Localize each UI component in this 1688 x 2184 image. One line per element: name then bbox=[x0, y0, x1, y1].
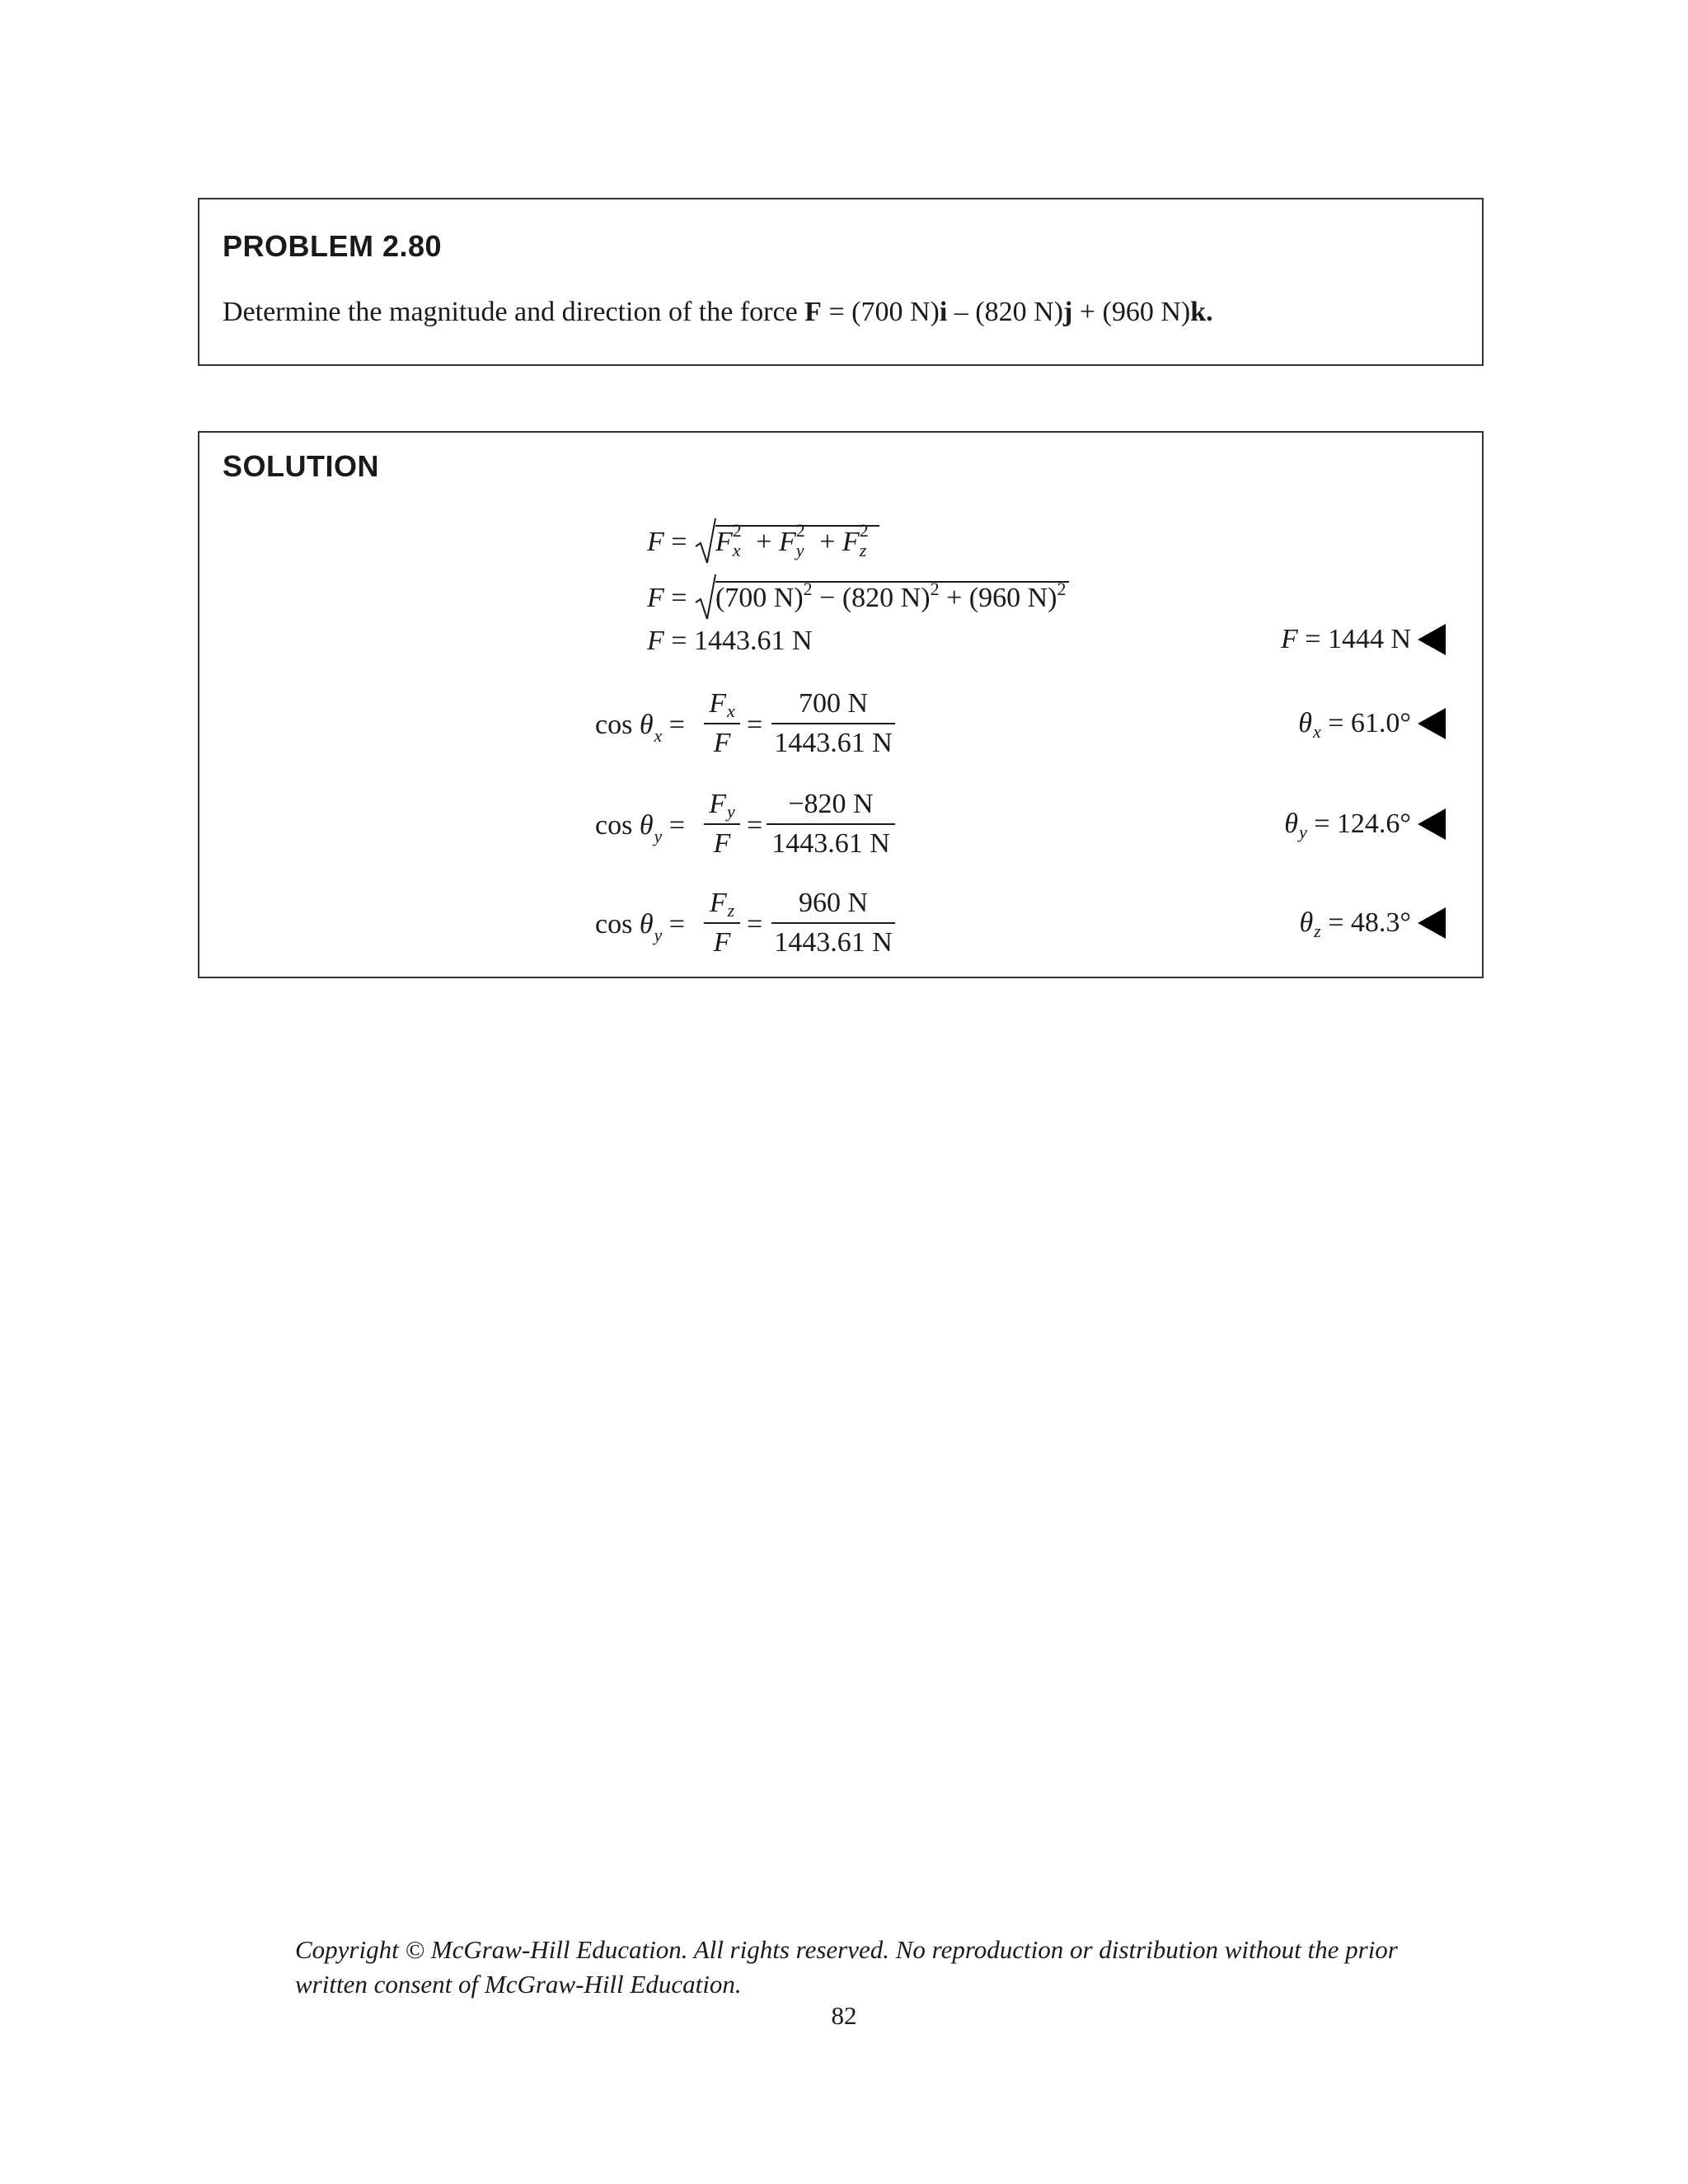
cos-theta-z-label: $\cos \theta_y$ = bbox=[595, 909, 685, 945]
problem-statement: Determine the magnitude and direction of the force F = (700 N)i – (820 N)j + (960 N)k. bbox=[223, 297, 1213, 327]
copyright-notice: Copyright © McGraw-Hill Education. All rights reserved. No reproduction or distribution without the prior written consent of McGraw-Hill Education. bbox=[295, 1935, 1398, 1999]
answer-marker-icon bbox=[1418, 708, 1446, 739]
magnitude-formula: F = F 2 x + F 2 y + F 2 z bbox=[647, 525, 879, 556]
theta-z-answer: θ z = 48.3° bbox=[1299, 907, 1446, 939]
fraction-x-values: 700 N 1443.61 N bbox=[771, 690, 895, 757]
cos-theta-x-label: $\cos \theta_x$ = bbox=[595, 710, 685, 746]
fraction-fx-over-f: Fx F bbox=[704, 690, 740, 757]
solution-box: SOLUTION F = F 2 x + F 2 y + F 2 z F = (700 N)$^2$ − (820 N)$^2$ + (960 N)$^2$ F = 1443.61 N F = 1444 N $\cos \theta_x$ = Fx F = 700 N 1443.61 N θ x = 61.0° $\cos \theta_y$ = Fy F = −820 N 1443.61 N θ y = 124.6° $\cos \theta_y$ = Fz F = 960 N 1443.61 N θ z = 48.3° bbox=[198, 431, 1484, 978]
problem-heading: PROBLEM 2.80 bbox=[223, 229, 443, 263]
fraction-z-values: 960 N 1443.61 N bbox=[771, 889, 895, 957]
problem-box bbox=[198, 198, 1484, 366]
fraction-y-values: −820 N 1443.61 N bbox=[767, 790, 895, 858]
page-number: 82 bbox=[831, 2001, 857, 2030]
magnitude-answer: F = 1444 N bbox=[1281, 624, 1446, 655]
magnitude-substitution: F = (700 N)$^2$ − (820 N)$^2$ + (960 N)$^2$ bbox=[647, 581, 1069, 612]
cos-theta-y-label: $\cos \theta_y$ = bbox=[595, 810, 685, 846]
fraction-fy-over-f: Fy F bbox=[704, 790, 740, 858]
magnitude-result: F = 1443.61 N bbox=[647, 626, 813, 656]
theta-y-answer: θ y = 124.6° bbox=[1284, 808, 1446, 840]
answer-marker-icon bbox=[1418, 808, 1446, 840]
answer-marker-icon bbox=[1418, 907, 1446, 939]
fraction-fz-over-f: Fz F bbox=[704, 889, 740, 957]
solution-heading: SOLUTION bbox=[223, 449, 379, 483]
theta-x-answer: θ x = 61.0° bbox=[1298, 708, 1446, 739]
answer-marker-icon bbox=[1418, 624, 1446, 655]
